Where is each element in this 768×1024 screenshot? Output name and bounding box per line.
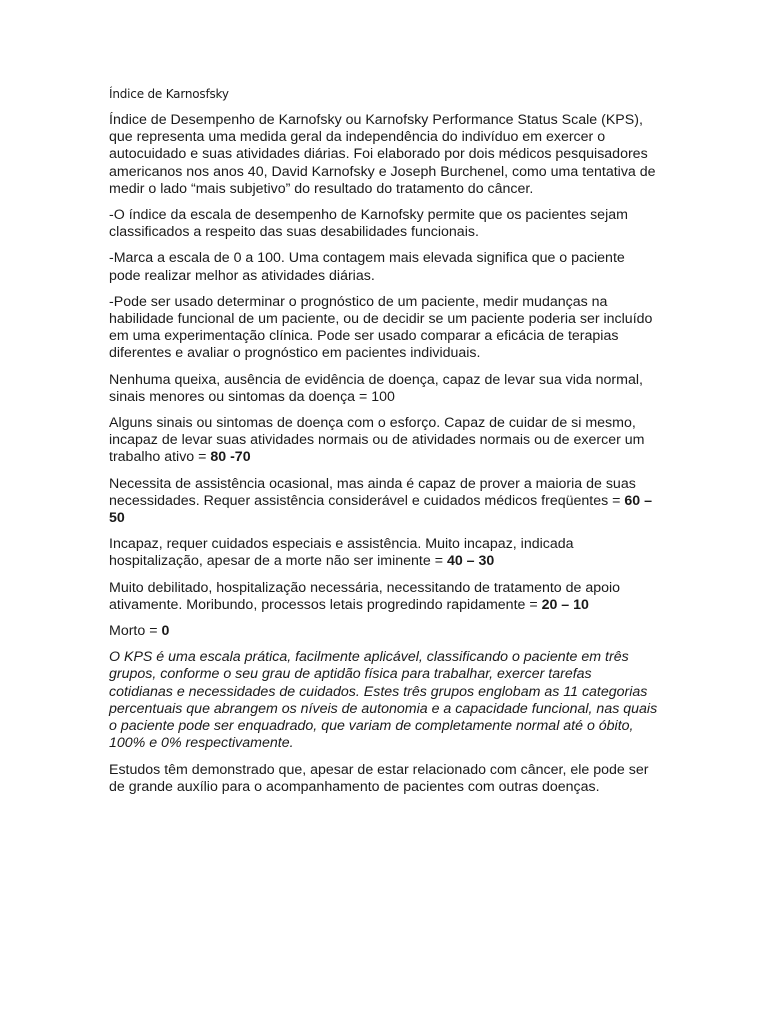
score-value: 40 – 30 <box>446 553 495 570</box>
score-item <box>109 476 659 528</box>
score-description: Nenhuma queixa, ausência de evidência de doença, capaz de levar sua vida normal, sinais menores ou sintomas da doença = 100 <box>109 371 643 405</box>
score-value: 20 – 10 <box>541 596 589 613</box>
score-item <box>109 580 659 614</box>
document-page <box>109 86 659 805</box>
usage-paragraph: -Pode ser usado determinar o prognóstico de um paciente, medir mudanças na habilidade funcional de um paciente, ou de decidir se um paciente poderia ser incluído em uma experimentação clínica. Pode ser usado comparar a eficácia de terapias diferentes e avaliar o prognóstico em pacientes individuais. <box>109 293 653 362</box>
kps-note-paragraph: O KPS é uma escala prática, facilmente aplicável, classificando o paciente em três grupos, conforme o seu grau de aptidão física para trabalhar, exercer tarefas cotidianas e necessidades de cuidados. Estes três grupos englobam as 11 categorias percentuais que abrangem os níveis de autonomia e a capacidade funcional, nas quais o paciente pode ser enquadrado, que variam de completamente normal até o óbito, 100% e 0% respectivamente. <box>109 649 658 752</box>
score-value: 60 – 50 <box>109 492 653 527</box>
score-item <box>109 536 659 570</box>
score-description: Necessita de assistência ocasional, mas ainda é capaz de prover a maioria de suas necessidades. Requer assistência considerável e cuidados médicos freqüentes = <box>109 475 636 509</box>
score-value: 0 <box>161 623 170 640</box>
score-item <box>109 372 659 406</box>
score-description: Incapaz, requer cuidados especiais e assistência. Muito incapaz, indicada hospitalização, apesar de a morte não ser iminente = <box>109 536 574 570</box>
score-description: Muito debilitado, hospitalização necessária, necessitando de tratamento de apoio ativamente. Moribundo, processos letais progredindo rapidamente = <box>109 579 621 613</box>
classification-paragraph: -O índice da escala de desempenho de Karnofsky permite que os pacientes sejam classificados a respeito das suas desabilidades funcionais. <box>109 207 628 241</box>
closing-paragraph: Estudos têm demonstrado que, apesar de estar relacionado com câncer, ele pode ser de grande auxílio para o acompanhamento de pacientes com outras doenças. <box>109 761 649 795</box>
document-title: Índice de Karnosfsky <box>109 87 229 101</box>
scale-range-paragraph: -Marca a escala de 0 a 100. Uma contagem mais elevada significa que o paciente pode realizar melhor as atividades diárias. <box>109 250 625 284</box>
score-item <box>109 415 659 467</box>
intro-paragraph: Índice de Desempenho de Karnofsky ou Karnofsky Performance Status Scale (KPS), que representa uma medida geral da independência do indivíduo em exercer o autocuidado e suas atividades diárias. Foi elaborado por dois médicos pesquisadores americanos nos anos 40, David Karnofsky e Joseph Burchenel, como uma tentativa de medir o lado “mais subjetivo” do resultado do tratamento do câncer. <box>109 112 656 197</box>
score-item <box>109 623 659 640</box>
score-value: 80 -70 <box>210 449 251 466</box>
score-description: Morto = <box>109 623 162 640</box>
score-description: Alguns sinais ou sintomas de doença com o esforço. Capaz de cuidar de si mesmo, incapaz de levar suas atividades normais ou de atividades normais ou de exercer um trabalho ativo = <box>109 415 645 466</box>
